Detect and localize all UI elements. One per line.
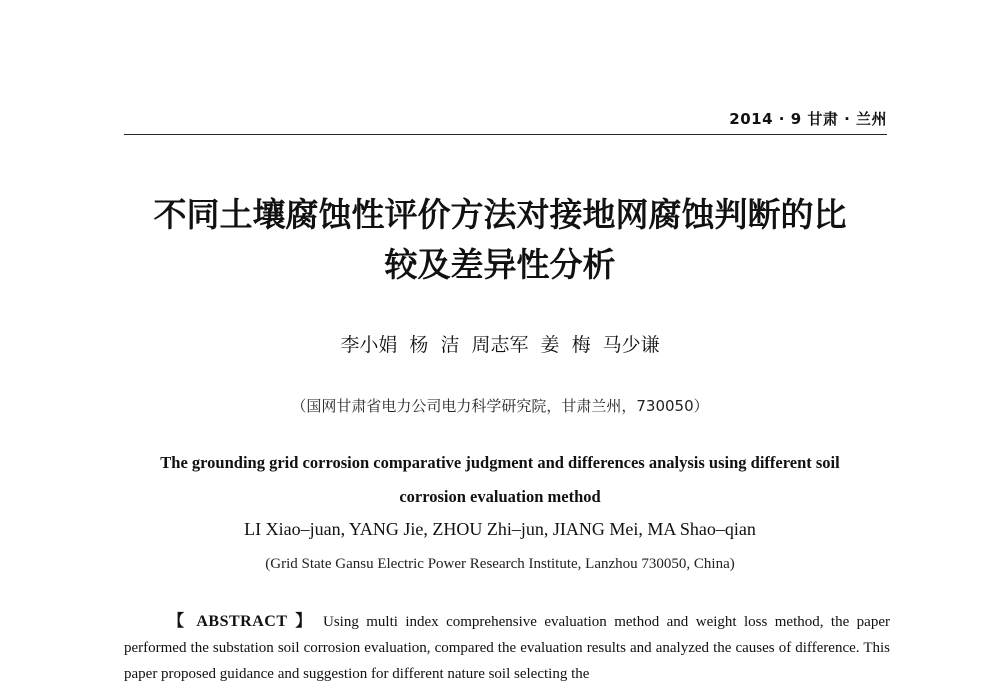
abstract-text: Using multi index comprehensive evaluation method and weight loss method, the paper performed the substation soil corrosion evaluation, compared the evaluation results and analyzed the causes of difference. This paper proposed guidance and suggestion for different nature soil selecting the [124,614,890,682]
abstract-label: 【 ABSTRACT 】 [168,613,316,630]
title-en-line-1: The grounding grid corrosion comparative judgment and differences analysis using different soil [160,453,840,472]
title-cn-line-1: 不同土壤腐蚀性评价方法对接地网腐蚀判断的比 [153,195,847,234]
authors-english: LI Xiao–juan, YANG Jie, ZHOU Zhi–jun, JIANG Mei, MA Shao–qian [244,519,756,539]
issue-header: 2014 · 9 甘肃 · 兰州 [729,110,887,128]
title-en-line-2: corrosion evaluation method [399,487,601,506]
paper-title-english [130,446,870,514]
authors-chinese: 李小娟 杨 洁 周志军 姜 梅 马少谦 [340,334,660,356]
affiliation-chinese: （国网甘肃省电力公司电力科学研究院，甘肃兰州，730050） [291,397,709,415]
affiliation-english: (Grid State Gansu Electric Power Research Institute, Lanzhou 730050, China) [265,556,735,572]
paper-title-chinese [110,190,890,290]
abstract-paragraph [124,609,890,687]
header-divider [124,134,887,135]
title-cn-line-2: 较及差异性分析 [384,245,616,284]
